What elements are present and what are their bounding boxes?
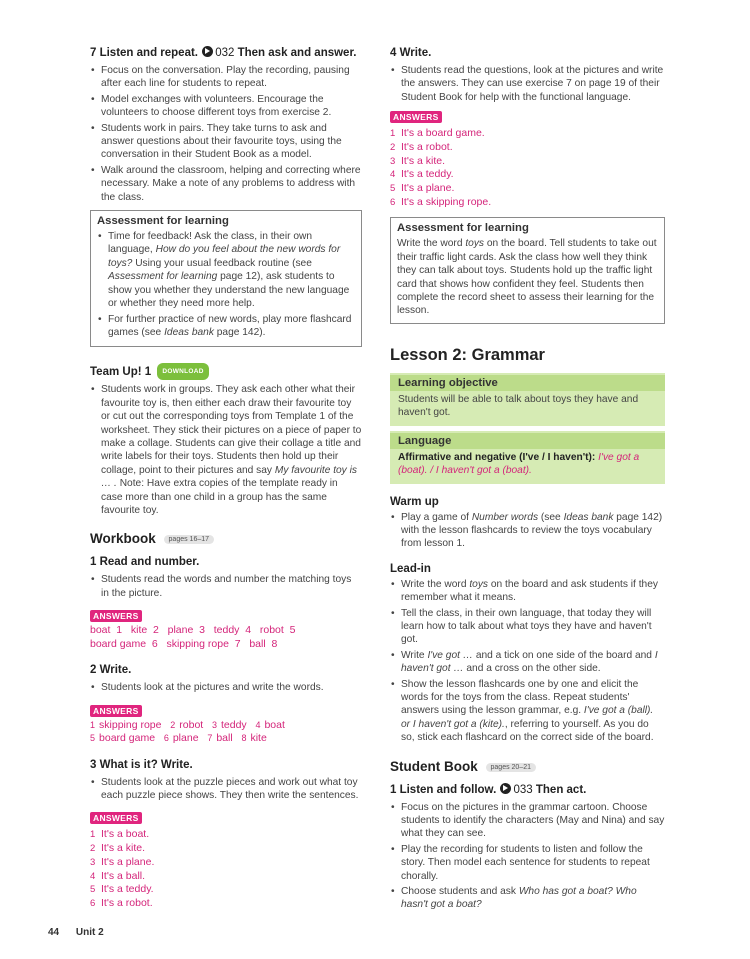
list-item: • Students read the words and number the matching toys in the picture. [90,573,362,600]
list-item: • Play a game of Number words (see Ideas bank page 142) with the lesson flashcards to review the toys vocabulary from lesson 1. [390,511,665,551]
list-item: • Show the lesson flashcards one by one and elicit the words for the toys from the class. Repeat students' answers using the lesson grammar, e.g. I've got a (ball). or I haven't got a (kite)., referring to yourself. As you do so, stick each flashcard on the correct side of the board. [390,678,665,745]
list-item: 6 It's a skipping rope. [390,195,492,208]
language-title: Language [390,433,665,449]
right-column [390,44,665,914]
answer-line: 5 board game 6 plane 7 ball 8 kite [90,732,267,745]
list-item: 3 It's a kite. [390,154,446,167]
list-item: 4 It's a ball. [90,869,146,882]
learning-objective-box [390,373,665,426]
pages-pill: pages 20–21 [486,763,536,772]
list-item: • Write the word toys on the board and ask students if they remember what it means. [390,578,665,605]
list-item: 2 It's a robot. [390,140,453,153]
list-item: • Students look at the pictures and write the words. [90,681,362,694]
student-book-ex1-heading: 1 Listen and follow. 033 Then act. [390,783,587,796]
answers-badge: ANSWERS [390,111,442,123]
assessment-box-left [90,210,362,347]
warm-up-heading: Warm up [390,495,439,508]
workbook-ex2-heading: 2 Write. [90,664,132,677]
list-item: 4 It's a teddy. [390,168,454,181]
workbook-section [90,531,362,910]
audio-icon [202,46,213,57]
exercise-4-heading: 4 Write. [390,47,432,59]
assessment-box-right: Assessment for learning Write the word toys on the board. Tell students to take out their traffic light cards. Ask the class how well they think they can talk about toys. Students hold up the traffic light card that shows how confident they feel. Students then complete the record sheet to assess their learning for the lesson. [390,217,665,323]
list-item: • Choose students and ask Who has got a boat? Who hasn't got a boat? [390,885,665,912]
list-item: • Students look at the puzzle pieces and work out what toy each puzzle piece shows. They then write the sentences. [90,776,362,803]
list-item: • Write I've got … and a tick on one side of the board and I haven't got … and a cross on the other side. [390,649,665,676]
list-item: 6 It's a robot. [90,896,153,909]
list-item: • Students work in pairs. They take turns to ask and answer questions about their favourite toys, using the conversation in their Student Book as a model. [90,122,362,162]
list-item: 3 It's a plane. [90,855,155,868]
lesson-title: Lesson 2: Grammar [390,345,545,364]
learning-objective-text: Students will be able to talk about toys they have and haven't got. [398,393,639,419]
answers-badge: ANSWERS [90,610,142,622]
exercise-7 [90,46,362,204]
team-up-title: Team Up! 1 [90,366,152,379]
answers-list [390,127,665,209]
answers-list [90,828,362,910]
answers-badge: ANSWERS [90,812,142,824]
audio-icon [500,783,511,794]
list-item: • Tell the class, in their own language, that today they will learn how to talk about what toys they have and haven't got. [390,607,665,647]
exercise-7-bullets [90,64,362,204]
language-text: Affirmative and negative (I've / I haven't): I've got a (boat). / I haven't got a (boat). [398,451,640,477]
list-item: 1 It's a boat. [90,828,150,841]
answers-badge: ANSWERS [90,705,142,717]
lead-in-heading: Lead-in [390,562,431,575]
list-item: • Focus on the conversation. Play the recording, pausing after each line for students to repeat. [90,64,362,91]
unit-label: Unit 2 [75,927,104,938]
answer-line: 1 skipping rope 2 robot 3 teddy 4 boat [90,718,285,731]
list-item: • Walk around the classroom, helping and correcting where necessary. Make a note of any problems to address with the class. [90,164,362,204]
list-item: • Students work in groups. They ask each other what their favourite toy is, then either each draw their favourite toy or cut out the corresponding toys from Template 1 of the worksheet. They stick their pictures on a piece of paper to make a collage. Students can give their collage a title and write labels for their toys. Students then hold up their collage, point to their pictures and say My favourite toy is … . Note: Have extra copies of the template ready in case more than one child in a group has the same favourite toy. [90,383,362,517]
pages-pill: pages 16–17 [164,535,214,544]
answer-line: boat 1 kite 2 plane 3 teddy 4 robot 5 [90,624,296,637]
exercise-7-heading: 7 Listen and repeat. 032 Then ask and answer. [90,47,357,59]
download-pill[interactable]: DOWNLOAD [157,363,208,380]
workbook-ex3-heading: 3 What is it? Write. [90,758,193,771]
assessment-title: Assessment for learning [97,215,229,228]
list-item: • Focus on the pictures in the grammar cartoon. Choose students to identify the characters (May and Nina) and say what they can see. [390,801,665,841]
list-item: • Model exchanges with volunteers. Encourage the volunteers to choose different toys from exercise 2. [90,93,362,120]
page-number: 44 [48,927,60,938]
page-footer [48,927,118,938]
answer-line: board game 6 skipping rope 7 ball 8 [90,637,278,650]
list-item: 5 It's a teddy. [90,883,154,896]
list-item: • Time for feedback! Ask the class, in their own language, How do you feel about the new words for toys? Using your usual feedback routine (see Assessment for learning page 12), ask students to show you whether they understand the new language or whether they need more help. [97,230,355,310]
list-item: • Students read the questions, look at the pictures and write the answers. They can use exercise 7 on page 19 of their Student Book for help with the functional language. [390,64,665,104]
student-book-title: Student Book [390,758,478,774]
workbook-title: Workbook [90,531,156,547]
list-item: 2 It's a kite. [90,842,146,855]
workbook-ex1-heading: 1 Read and number. [90,556,200,569]
list-item: 5 It's a plane. [390,182,455,195]
team-up [90,363,362,517]
exercise-4 [390,46,665,209]
left-column [90,44,362,911]
list-item: • Play the recording for students to listen and follow the story. Then model each sentence for students to repeat chorally. [390,843,665,883]
list-item: • For further practice of new words, play more flashcard games (see Ideas bank page 142). [97,313,355,340]
language-box [390,431,665,484]
learning-objective-title: Learning objective [390,375,665,391]
assessment-title: Assessment for learning [397,222,529,235]
list-item: 1 It's a board game. [390,127,485,140]
